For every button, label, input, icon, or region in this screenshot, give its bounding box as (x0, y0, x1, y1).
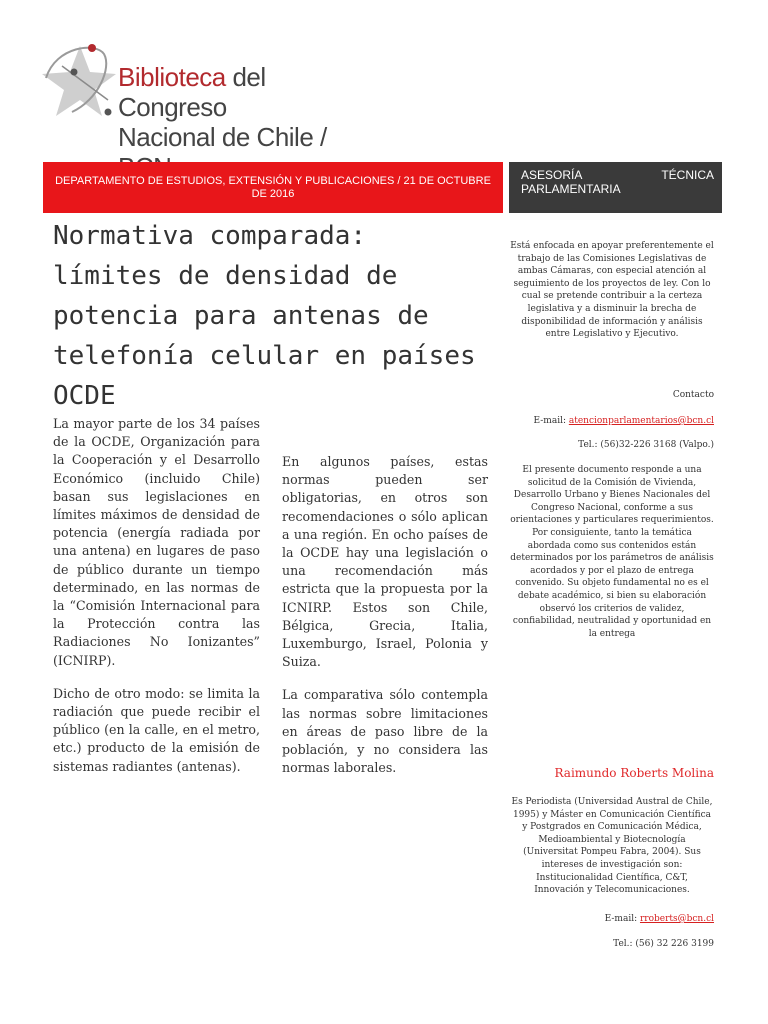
author-name-text: Raimundo Roberts Molina (554, 766, 714, 780)
contact-email (510, 415, 714, 428)
author-name (510, 767, 714, 780)
sidebar-intro (510, 240, 714, 341)
document-title: Normativa comparada: límites de densidad de potencia para antenas de telefonía celular en países OCDE (53, 221, 476, 411)
star-logo-icon (38, 40, 118, 120)
asesoria-banner (509, 162, 722, 213)
department-text: DEPARTAMENTO DE ESTUDIOS, EXTENSIÓN Y PUBLICACIONES / 21 DE OCTUBRE DE 2016 (55, 174, 491, 200)
author-phone (510, 938, 714, 951)
body-column-1 (53, 415, 260, 791)
phone-text: Tel.: (56)32-226 3168 (Valpo.) (578, 440, 714, 450)
logo-line1-red: Biblioteca (118, 62, 226, 92)
author-bio-text: Es Periodista (Universidad Austral de Chile, 1995) y Máster en Comunicación Científica y Postgrados en Comunicación Médica, Medioambiental y Biotecnología (Universitat Pompeu Fabra, 2004). Sus intereses de investigación son: Institucionalidad Científica, C&T, Innovación y Telecomunicaciones. (511, 797, 713, 896)
email-label: E-mail: (533, 416, 569, 426)
author-email (510, 913, 714, 926)
contact-phone (510, 439, 714, 452)
bcn-logo (38, 40, 338, 152)
asesoria-word: ASESORÍA (521, 168, 583, 182)
logo-line2: Nacional de Chile / (118, 122, 327, 152)
response-text: El presente documento responde a una solicitud de la Comisión de Vivienda, Desarrollo Urbano y Bienes Nacionales del Congreso Nacional, conforme a sus orientaciones y particulares requerimientos. Por consiguiente, tanto la temática abordada como sus contenidos están determinados por los parámetros de análisis acordados y por el plazo de entrega convenido. Su objeto fundamental no es el debate académico, si bien su elaboración observó los criterios de validez, confiabilidad, neutralidad y oportunidad en la entrega (510, 465, 714, 639)
author-bio (510, 796, 714, 897)
author-email-link[interactable]: rroberts@bcn.cl (639, 914, 714, 924)
paragraph: Dicho de otro modo: se limita la radiación que puede recibir el público (en la calle, en el metro, etc.) producto de la emisión de sistemas radiantes (antenas). (53, 685, 260, 774)
logo-line1-rest: del Congreso (118, 62, 266, 122)
parlamentaria-word: PARLAMENTARIA (521, 182, 621, 196)
body-column-2 (282, 453, 488, 792)
contact-label: Contacto (672, 390, 714, 400)
department-banner (43, 162, 503, 213)
sidebar-intro-text: Está enfocada en apoyar preferentemente el trabajo de las Comisiones Legislativas de ambas Cámaras, con especial atención al seguimiento de los proyectos de ley. Con lo cual se pretende contribuir a la certeza legislativa y a disminuir la brecha de disponibilidad de información y análisis entre Legislativo y Ejecutivo. (510, 241, 714, 340)
author-phone-text: Tel.: (56) 32 226 3199 (613, 939, 714, 949)
contact-heading (510, 389, 714, 402)
author-email-label: E-mail: (604, 914, 640, 924)
paragraph: En algunos países, estas normas pueden ser obligatorias, en otros son recomendaciones o sólo aplican a una región. En ocho países de la OCDE hay una legislación o una recomendación más estricta que la propuesta por la ICNIRP. Estos son Chile, Bélgica, Grecia, Italia, Luxemburgo, Israel, Polonia y Suiza. (282, 454, 488, 670)
paragraph: La mayor parte de los 34 países de la OCDE, Organización para la Cooperación y el Desarrollo Económico (incluido Chile) basan sus legislaciones en límites máximos de densidad de potencia (energía radiada por una antena) en lugares de paso de público durante un tiempo determinado, en las normas de la “Comisión Internacional para la Protección contra las Radiaciones No Ionizantes” (ICNIRP). (53, 416, 260, 668)
sidebar-response (510, 464, 714, 640)
paragraph: La comparativa sólo contempla las normas sobre limitaciones en áreas de paso libre de la población, y no considera las normas laborales. (282, 687, 488, 776)
email-link[interactable]: atencionparlamentarios@bcn.cl (568, 416, 714, 426)
tecnica-word: TÉCNICA (661, 168, 714, 182)
